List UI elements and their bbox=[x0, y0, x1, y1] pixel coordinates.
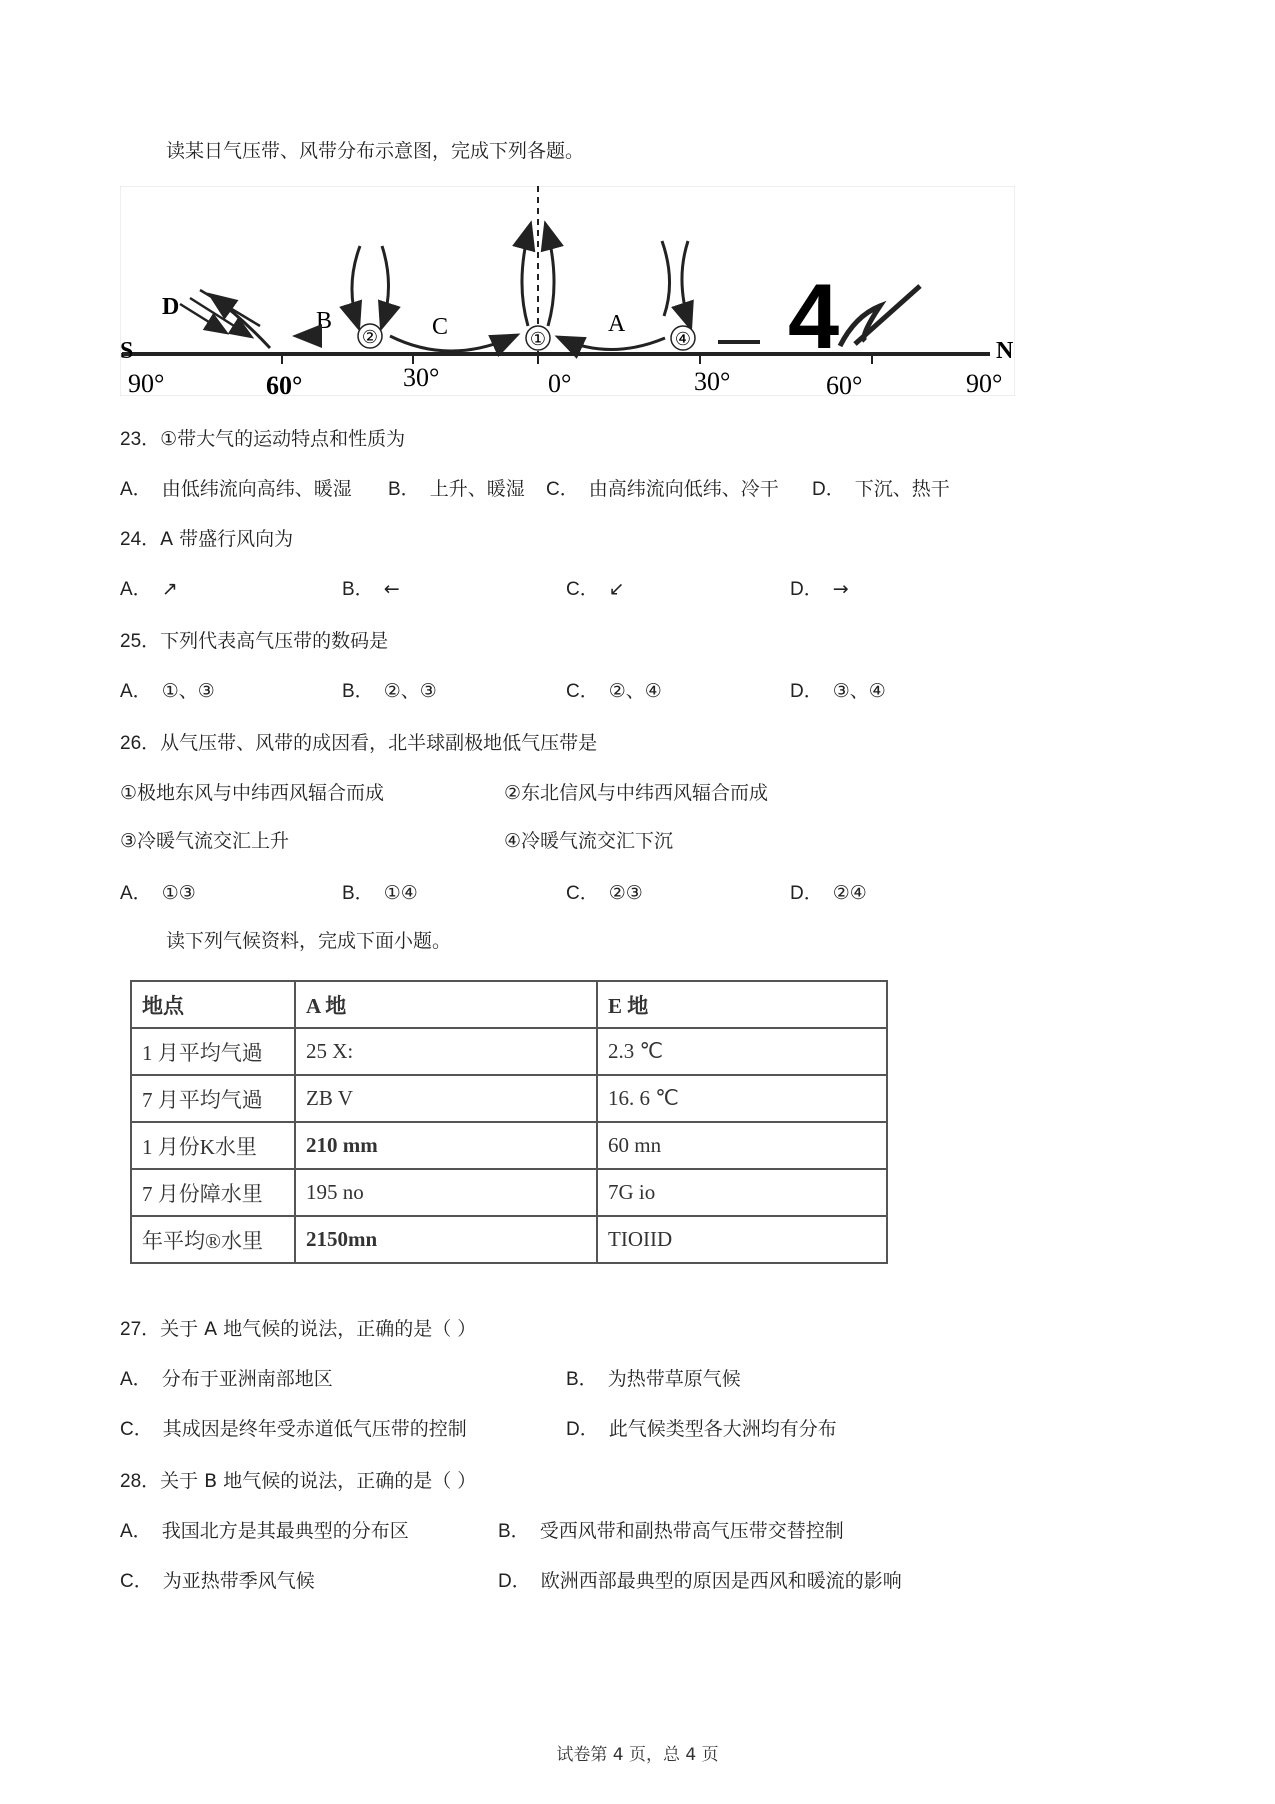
lat-label-n90: 90° bbox=[966, 369, 1003, 396]
intro-text-1: 读某日气压带、风带分布示意图，完成下列各题。 bbox=[166, 140, 585, 162]
table-header-cell: E 地 bbox=[597, 981, 887, 1028]
q24-option-b[interactable]: B． ← bbox=[342, 578, 400, 600]
table-row bbox=[131, 1216, 887, 1263]
belt-label-2: ② bbox=[361, 327, 379, 348]
lat-label-0: 0° bbox=[548, 369, 572, 396]
lat-label-n30: 30° bbox=[694, 367, 731, 396]
table-cell: 210 mm bbox=[295, 1122, 597, 1169]
q28-option-a[interactable]: A． 我国北方是其最典型的分布区 bbox=[120, 1520, 409, 1542]
table-cell: 7 月份障水里 bbox=[131, 1169, 295, 1216]
question-26-stem: 26．从气压带、风带的成因看，北半球副极地低气压带是 bbox=[120, 732, 598, 754]
q26-statement-4: ④冷暖气流交汇下沉 bbox=[504, 830, 674, 852]
stray-mark-4: 4 bbox=[788, 266, 840, 368]
q23-option-a[interactable]: A． 由低纬流向高纬、暖湿 bbox=[120, 478, 352, 500]
table-cell: 60 mn bbox=[597, 1122, 887, 1169]
q23-option-d[interactable]: D． 下沉、热干 bbox=[812, 478, 950, 500]
lat-label-s30: 30° bbox=[403, 363, 440, 392]
q28-option-b[interactable]: B． 受西风带和副热带高气压带交替控制 bbox=[498, 1520, 844, 1542]
question-28-stem: 28．关于 B 地气候的说法，正确的是（ ） bbox=[120, 1470, 477, 1492]
belt-label-1: ① bbox=[529, 329, 547, 350]
q26-statement-2: ②东北信风与中纬西风辐合而成 bbox=[504, 782, 769, 804]
q25-option-c[interactable]: C． ②、④ bbox=[566, 680, 662, 702]
q26-option-b[interactable]: B． ①④ bbox=[342, 882, 418, 904]
question-27-stem: 27．关于 A 地气候的说法，正确的是（ ） bbox=[120, 1318, 477, 1340]
q25-option-b[interactable]: B． ②、③ bbox=[342, 680, 437, 702]
table-cell: 2.3 ℃ bbox=[597, 1028, 887, 1075]
q25-option-a[interactable]: A． ①、③ bbox=[120, 680, 215, 702]
pressure-wind-belt-diagram bbox=[120, 186, 1015, 396]
south-label: S bbox=[120, 338, 134, 364]
q26-option-a[interactable]: A． ①③ bbox=[120, 882, 196, 904]
q25-option-d[interactable]: D． ③、④ bbox=[790, 680, 886, 702]
q27-option-b[interactable]: B． 为热带草原气候 bbox=[566, 1368, 741, 1390]
q26-statement-3: ③冷暖气流交汇上升 bbox=[120, 830, 290, 852]
q24-option-a[interactable]: A． ↗ bbox=[120, 578, 178, 600]
question-23-stem: 23．①带大气的运动特点和性质为 bbox=[120, 428, 406, 450]
q27-option-d[interactable]: D． 此气候类型各大洲均有分布 bbox=[566, 1418, 837, 1440]
wind-label-c: C bbox=[432, 314, 449, 340]
q28-option-c[interactable]: C． 为亚热带季风气候 bbox=[120, 1570, 315, 1592]
wind-label-a: A bbox=[608, 311, 626, 337]
table-header-cell: 地点 bbox=[131, 981, 295, 1028]
q27-option-a[interactable]: A． 分布于亚洲南部地区 bbox=[120, 1368, 333, 1390]
wind-label-d: D bbox=[162, 294, 180, 320]
q24-option-d[interactable]: D． → bbox=[790, 578, 849, 600]
table-cell: 1 月平均气過 bbox=[131, 1028, 295, 1075]
climate-data-table bbox=[130, 980, 888, 1264]
table-cell: 年平均®水里 bbox=[131, 1216, 295, 1263]
lat-label-s90: 90° bbox=[128, 369, 165, 396]
q26-statement-1: ①极地东风与中纬西风辐合而成 bbox=[120, 782, 385, 804]
table-row bbox=[131, 1169, 887, 1216]
table-header-row bbox=[131, 981, 887, 1028]
table-cell: ZB V bbox=[295, 1075, 597, 1122]
table-cell: 7G io bbox=[597, 1169, 887, 1216]
table-cell: TIOIID bbox=[597, 1216, 887, 1263]
table-cell: 16. 6 ℃ bbox=[597, 1075, 887, 1122]
q26-option-c[interactable]: C． ②③ bbox=[566, 882, 643, 904]
q23-option-c[interactable]: C． 由高纬流向低纬、冷干 bbox=[546, 478, 779, 500]
lat-label-n60: 60° bbox=[826, 371, 863, 396]
climate-data-table-region bbox=[120, 972, 901, 1284]
lat-label-s60: 60° bbox=[266, 371, 303, 396]
table-header-cell: A 地 bbox=[295, 981, 597, 1028]
table-row bbox=[131, 1075, 887, 1122]
q26-option-d[interactable]: D． ②④ bbox=[790, 882, 867, 904]
question-25-stem: 25．下列代表高气压带的数码是 bbox=[120, 630, 389, 652]
belt-label-4: ④ bbox=[674, 329, 692, 350]
q24-option-c[interactable]: C． ↙ bbox=[566, 578, 625, 600]
table-cell: 195 no bbox=[295, 1169, 597, 1216]
north-label: N bbox=[996, 338, 1014, 364]
table-row bbox=[131, 1122, 887, 1169]
q28-option-d[interactable]: D． 欧洲西部最典型的原因是西风和暖流的影响 bbox=[498, 1570, 902, 1592]
q27-option-c[interactable]: C． 其成因是终年受赤道低气压带的控制 bbox=[120, 1418, 467, 1440]
page-footer: 试卷第 4 页，总 4 页 bbox=[556, 1745, 719, 1765]
table-row bbox=[131, 1028, 887, 1075]
table-cell: 1 月份K水里 bbox=[131, 1122, 295, 1169]
intro-text-2: 读下列气候资料，完成下面小题。 bbox=[166, 930, 452, 952]
table-cell: 25 X: bbox=[295, 1028, 597, 1075]
table-cell: 2150mn bbox=[295, 1216, 597, 1263]
wind-label-b: B bbox=[316, 308, 333, 334]
table-cell: 7 月平均气過 bbox=[131, 1075, 295, 1122]
question-24-stem: 24．A 带盛行风向为 bbox=[120, 528, 294, 550]
q23-option-b[interactable]: B． 上升、暖湿 bbox=[388, 478, 525, 500]
